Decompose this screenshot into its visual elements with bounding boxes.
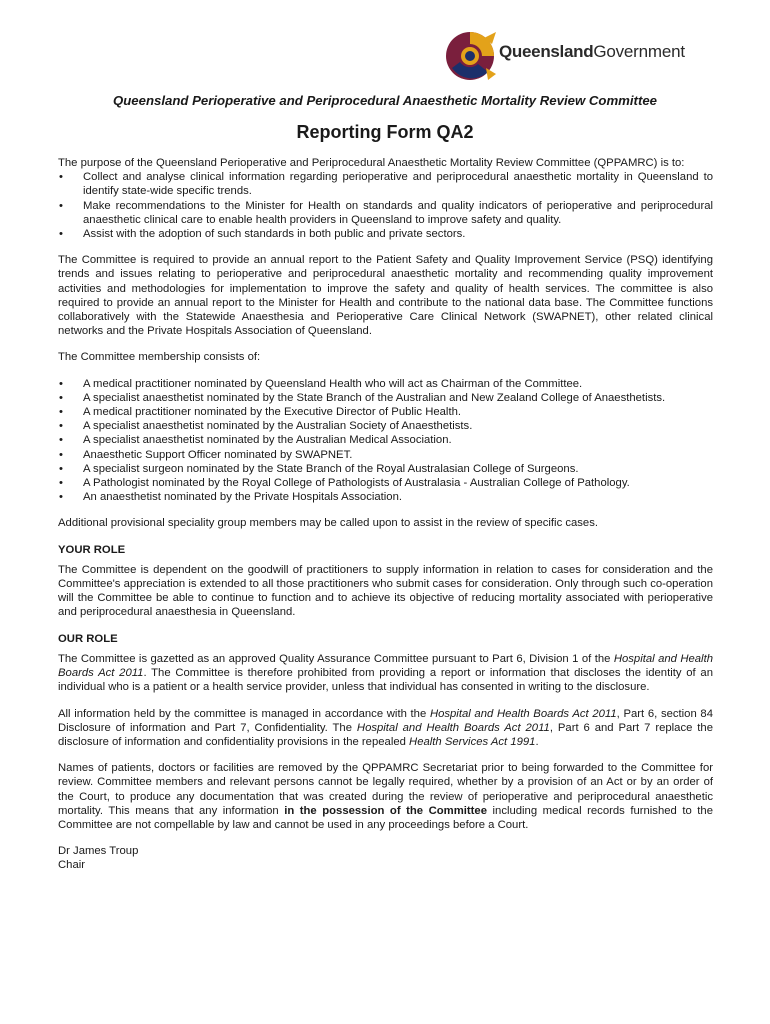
purpose-intro: The purpose of the Queensland Perioperative and Periprocedural Anaesthetic Mortality Review Committee (QPPAMRC) is to: (58, 157, 685, 169)
act-reference: Hospital and Health Boards Act 2011 (356, 721, 550, 734)
member-item: • A Pathologist nominated by the Royal College of Pathologists of Australasia - Australian College of Pathology. (58, 476, 713, 490)
member-item: • A specialist surgeon nominated by the State Branch of the Royal Australasian College of Surgeons. (58, 462, 713, 476)
membership-list (58, 377, 713, 505)
logo-word-queensland: Queensland (499, 42, 594, 61)
logo-word-government: Government (593, 42, 685, 61)
form-title: Reporting Form QA2 (296, 122, 474, 142)
committee-title: Queensland Perioperative and Periprocedural Anaesthetic Mortality Review Committee (112, 93, 658, 108)
our-role-paragraph-1: The Committee is gazetted as an approved Quality Assurance Committee pursuant to Part 6, Division 1 of the Hospital and Health Boards Act 2011. The Committee is therefore prohibited from providing a report or information that discloses the identity of an individual who is a patient or a health service provider, unless that individual has consented in writing to the disclosure. (58, 652, 713, 694)
act-reference: Hospital and Health Boards Act 2011 (429, 707, 617, 720)
emphasis-text: in the possession of the Committee (284, 804, 487, 817)
your-role-heading: YOUR ROLE (58, 543, 126, 556)
coat-of-arms-icon (444, 28, 498, 84)
annual-report-paragraph: The Committee is required to provide an annual report to the Patient Safety and Quality Improvement Service (PSQ) identifying trends and issues relating to perioperative and periprocedural anaesthetic mortality and recommending quality improvement activities and methodologies for implementation to improve the safety and quality of health services. The committee is also required to provide an annual report to the Minister for Health and contribute to the national data base. The Committee functions collaboratively with the Statewide Anaesthesia and Perioperative Care Clinical Network (SWAPNET), other related clinical networks and the Private Hospitals Association of Queensland. (58, 254, 713, 338)
our-role-heading: OUR ROLE (58, 632, 118, 645)
member-item: • A medical practitioner nominated by the Executive Director of Public Health. (58, 405, 713, 419)
our-role-paragraph-3: Names of patients, doctors or facilities are removed by the QPPAMRC Secretariat prior to being forwarded to the Committee for review. Committee members and relevant persons cannot be legally required, whether by a provision of an Act or by an order of the Court, to produce any documentation that was created during the review of perioperative and periprocedural anaesthetic mortality. This means that any information in the possession of the Committee including medical records furnished to the Committee are not compellable by law and cannot be used in any proceedings before a Court. (58, 762, 713, 831)
document-body (58, 156, 713, 873)
act-reference: Hospital and Health Boards Act 2011 (58, 652, 713, 680)
signature-title: Chair (58, 859, 85, 872)
member-item: • A medical practitioner nominated by Queensland Health who will act as Chairman of the Committee. (58, 377, 713, 391)
purpose-item: • Assist with the adoption of such standards in both public and private sectors. (58, 227, 713, 241)
purpose-item: • Collect and analyse clinical information regarding perioperative and periprocedural anaesthetic mortality in Queensland to identify state-wide specific trends. (58, 170, 713, 198)
additional-members-paragraph: Additional provisional speciality group members may be called upon to assist in the review of specific cases. (58, 517, 599, 530)
purpose-list (58, 170, 713, 241)
purpose-item: • Make recommendations to the Minister for Health on standards and quality indicators of perioperative and periprocedural anaesthetic clinical care to enable health providers in Queensland to improve safety and quality. (58, 199, 713, 227)
act-reference: Health Services Act 1991 (409, 735, 536, 748)
your-role-paragraph: The Committee is dependent on the goodwill of practitioners to supply information in relation to cases for consideration and the Committee's appreciation is extended to all those practitioners who submit cases for consideration. Only through such co-operation will the Committee be able to continue to function and to achieve its objective of reducing mortality associated with perioperative and periprocedural anaesthesia in Queensland. (58, 563, 713, 619)
queensland-government-logo (444, 28, 706, 84)
signature-name: Dr James Troup (58, 845, 139, 858)
membership-intro: The Committee membership consists of: (58, 351, 261, 364)
member-item: • A specialist anaesthetist nominated by the Australian Society of Anaesthetists. (58, 419, 713, 433)
member-item: • An anaesthetist nominated by the Private Hospitals Association. (58, 490, 713, 504)
member-item: • Anaesthetic Support Officer nominated by SWAPNET. (58, 448, 713, 462)
our-role-paragraph-2: All information held by the committee is managed in accordance with the Hospital and Health Boards Act 2011, Part 6, section 84 Disclosure of information and Part 7, Confidentiality. The Hospital and Health Boards Act 2011, Part 6 and Part 7 replace the disclosure of information and confidentiality provisions in the repealed Health Services Act 1991. (58, 707, 713, 748)
member-item: • A specialist anaesthetist nominated by the State Branch of the Australian and New Zealand College of Anaesthetists. (58, 391, 713, 405)
member-item: • A specialist anaesthetist nominated by the Australian Medical Association. (58, 433, 713, 447)
